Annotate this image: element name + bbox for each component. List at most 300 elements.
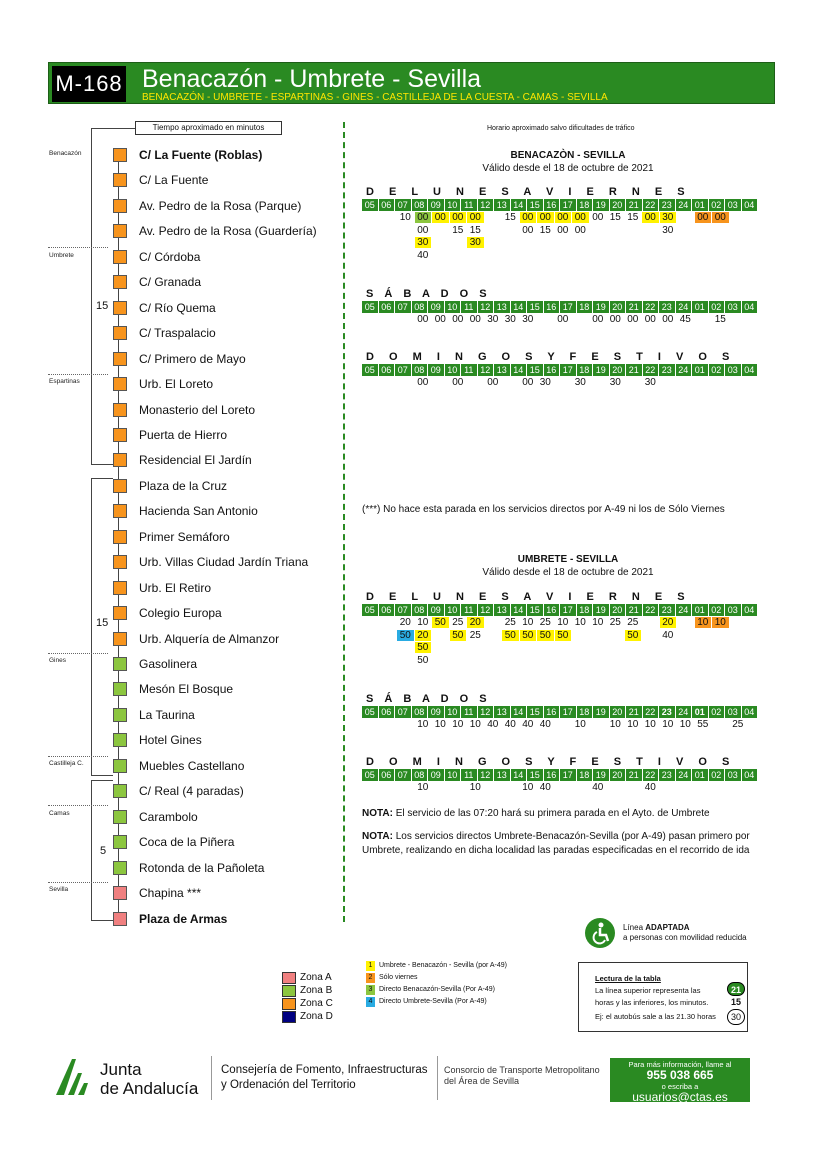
departure-minute: 10 (522, 617, 534, 628)
departure-minute: 30 (487, 314, 499, 325)
hour-cell: 14 (511, 364, 528, 376)
hour-cell: 18 (577, 301, 594, 313)
hour-cell: 06 (379, 706, 396, 718)
route-line (91, 478, 92, 775)
note-chapina: (***) No hace esta parada en los servicios directos por A-49 ni los de Sólo Viernes (362, 504, 725, 515)
hour-cell: 08 (412, 301, 429, 313)
stop-marker (113, 886, 127, 900)
departure-minute: 30 (644, 377, 656, 388)
days-label-saturday: S Á B A D O S (366, 288, 491, 300)
hour-cell: 01 (692, 706, 709, 718)
hour-cell: 04 (742, 769, 759, 781)
departure-minute: 20 (660, 617, 677, 628)
departure-minute: 10 (592, 617, 604, 628)
hour-cell: 09 (428, 604, 445, 616)
stop-marker (113, 733, 127, 747)
departure-minute: 10 (644, 719, 656, 730)
hour-cell: 12 (478, 301, 495, 313)
hour-cell: 16 (544, 364, 561, 376)
route-line (91, 780, 113, 781)
hour-cell: 06 (379, 769, 396, 781)
hour-cell: 14 (511, 706, 528, 718)
departure-minute: 00 (662, 314, 674, 325)
hour-cell: 03 (725, 199, 742, 211)
departure-minute: 25 (452, 617, 464, 628)
departure-minute: 00 (712, 212, 729, 223)
hour-cell: 16 (544, 199, 561, 211)
hour-cell: 14 (511, 769, 528, 781)
departure-minute: 30 (504, 314, 516, 325)
hour-cell: 06 (379, 364, 396, 376)
section-valid-umbrete: Válido desde el 18 de octubre de 2021 (482, 567, 654, 578)
departure-minute: 15 (452, 224, 464, 236)
hour-cell: 01 (692, 301, 709, 313)
tiempo-label: Tiempo aproximado en minutos (135, 121, 282, 135)
departure-minute: 10 (417, 617, 429, 628)
hour-cell: 24 (676, 604, 693, 616)
junta-text (100, 1060, 198, 1098)
consejeria-text (221, 1063, 427, 1093)
hour-cell: 10 (445, 604, 462, 616)
stop-marker (113, 479, 127, 493)
hour-cell: 24 (676, 301, 693, 313)
stop-name: Carambolo (139, 809, 198, 824)
departure-minute: 25 (539, 617, 551, 628)
departure-minute: 10 (434, 719, 446, 730)
departure-minute: 30 (609, 377, 621, 388)
hours-row (362, 364, 758, 376)
hour-cell: 07 (395, 604, 412, 616)
hour-cell: 01 (692, 199, 709, 211)
departure-minute: 40 (539, 782, 551, 793)
stop-name: Rotonda de la Pañoleta (139, 860, 265, 875)
hour-cell: 08 (412, 364, 429, 376)
hour-cell: 14 (511, 604, 528, 616)
stop-name: C/ La Fuente (Roblas) (139, 148, 263, 162)
stop-marker (113, 377, 127, 391)
zone-divider (48, 653, 108, 654)
departure-minute: 30 (522, 314, 534, 325)
column-separator (343, 122, 345, 922)
hour-cell: 02 (709, 364, 726, 376)
departure-minute: 20 (467, 617, 484, 628)
departure-minute: 10 (469, 719, 481, 730)
departure-minute: 10 (452, 719, 464, 730)
stop-marker (113, 530, 127, 544)
stop-marker (113, 708, 127, 722)
departure-minute: 10 (574, 617, 586, 628)
hour-cell: 11 (461, 769, 478, 781)
departure-minute: 10 (469, 782, 481, 793)
departure-minute: 00 (592, 212, 604, 223)
departure-minute: 00 (522, 377, 534, 388)
departure-minute: 10 (679, 719, 691, 730)
service-4-label: Directo Umbrete-Sevilla (Por A-49) (379, 998, 487, 1005)
hours-row (362, 604, 758, 616)
zone-divider (48, 247, 108, 248)
departure-minute: 00 (487, 377, 499, 388)
hour-cell: 12 (478, 364, 495, 376)
departure-minute: 25 (609, 617, 621, 628)
hour-cell: 24 (676, 364, 693, 376)
hour-cell: 20 (610, 301, 627, 313)
hour-cell: 21 (626, 604, 643, 616)
contact-phone[interactable]: 955 038 665 (646, 1068, 714, 1082)
zone-c-swatch (282, 998, 296, 1010)
stop-marker (113, 784, 127, 798)
departure-minute: 00 (557, 314, 569, 325)
departure-minute: 00 (417, 224, 429, 236)
zone-b-swatch (282, 985, 296, 997)
departure-minute: 25 (469, 629, 481, 641)
zone-d-label: Zona D (300, 1011, 333, 1022)
route-line (91, 128, 92, 464)
route-subtitle: BENACAZÓN - UMBRETE - ESPARTINAS - GINES - CASTILLEJA DE LA CUESTA - CAMAS - SEVILLA (142, 92, 608, 103)
stop-name: Coca de la Piñera (139, 835, 235, 850)
departure-minute: 00 (555, 212, 572, 223)
hour-cell: 04 (742, 706, 759, 718)
departure-minute: 00 (592, 314, 604, 325)
departure-minute: 40 (662, 629, 674, 641)
stop-marker (113, 173, 127, 187)
hour-cell: 15 (527, 199, 544, 211)
departure-minute: 15 (714, 314, 726, 325)
hour-cell: 09 (428, 301, 445, 313)
hour-cell: 12 (478, 199, 495, 211)
zone-label-sevilla: Sevilla (49, 886, 69, 893)
hour-cell: 05 (362, 301, 379, 313)
service-3-label: Directo Benacazón-Sevilla (Por A-49) (379, 986, 495, 993)
zone-d-swatch (282, 1011, 296, 1023)
departure-minute: 30 (660, 212, 677, 223)
hour-cell: 20 (610, 604, 627, 616)
footer-divider (437, 1056, 438, 1100)
departure-minute: 10 (662, 719, 674, 730)
departure-minute: 00 (644, 314, 656, 325)
departure-minute: 10 (417, 782, 429, 793)
hour-cell: 02 (709, 301, 726, 313)
departure-minute: 00 (467, 212, 484, 223)
stop-name: Hacienda San Antonio (139, 504, 258, 519)
hour-cell: 11 (461, 364, 478, 376)
departure-minute: 00 (574, 224, 586, 236)
contact-email[interactable]: usuarios@ctas.es (632, 1090, 728, 1104)
stop-name: Gasolinera (139, 657, 198, 671)
stop-marker (113, 504, 127, 518)
departure-minute: 10 (417, 719, 429, 730)
wheelchair-icon (585, 918, 615, 948)
hour-cell: 04 (742, 364, 759, 376)
hour-cell: 11 (461, 199, 478, 211)
zone-divider (48, 756, 108, 757)
departure-minute: 25 (504, 617, 516, 628)
departure-minute: 45 (679, 314, 691, 325)
zone-b-label: Zona B (300, 985, 333, 996)
departure-minute: 10 (522, 782, 534, 793)
hour-cell: 16 (544, 706, 561, 718)
route-line (91, 478, 113, 479)
stop-marker (113, 148, 127, 162)
departure-minute: 50 (415, 642, 432, 653)
hour-cell: 24 (676, 199, 693, 211)
hour-cell: 21 (626, 364, 643, 376)
hour-cell: 13 (494, 769, 511, 781)
route-line (91, 464, 113, 465)
route-line (91, 128, 135, 129)
departure-minute: 00 (557, 224, 569, 236)
hours-row (362, 769, 758, 781)
hour-cell: 08 (412, 604, 429, 616)
hour-cell: 11 (461, 706, 478, 718)
departure-minute: 25 (627, 617, 639, 628)
departure-minute: 00 (415, 212, 432, 223)
zone-label-camas: Camas (49, 810, 70, 817)
lectura-line1: La línea superior representa las (595, 986, 701, 995)
stop-name: C/ Traspalacio (139, 326, 216, 341)
contact-line1: Para más información, llame al (628, 1060, 732, 1069)
stop-marker (113, 759, 127, 773)
stop-marker (113, 275, 127, 289)
hour-cell: 10 (445, 706, 462, 718)
hour-cell: 01 (692, 769, 709, 781)
hour-cell: 01 (692, 364, 709, 376)
departure-minute: 30 (415, 237, 432, 248)
days-label-weekdays: D E L U N E S A V I E R N E S (366, 591, 689, 603)
stop-name: C/ Primero de Mayo (139, 351, 246, 366)
lectura-line3: Ej: el autobús sale a las 21.30 horas (595, 1012, 716, 1021)
stop-marker (113, 224, 127, 238)
departure-minute: 50 (555, 630, 572, 641)
stop-marker (113, 581, 127, 595)
hour-cell: 03 (725, 604, 742, 616)
zone-divider (48, 805, 108, 806)
hour-cell: 22 (643, 301, 660, 313)
hour-cell: 17 (560, 364, 577, 376)
departure-minute: 00 (572, 212, 589, 223)
section-title-umbrete: UMBRETE - SEVILLA (517, 554, 619, 565)
access-line1: Línea ADAPTADA (623, 923, 690, 932)
hour-cell: 23 (659, 769, 676, 781)
hour-cell: 18 (577, 706, 594, 718)
stop-marker (113, 861, 127, 875)
departure-minute: 00 (417, 377, 429, 388)
stop-name: Primer Semáforo (139, 529, 230, 544)
stop-marker (113, 912, 127, 926)
departure-minute: 10 (609, 719, 621, 730)
hour-cell: 23 (659, 301, 676, 313)
hour-cell: 15 (527, 706, 544, 718)
hour-cell: 03 (725, 706, 742, 718)
hour-cell: 17 (560, 706, 577, 718)
schedule-note: Horario aproximado salvo dificultades de tráfico (487, 125, 635, 132)
hour-cell: 19 (593, 364, 610, 376)
departure-minute: 40 (522, 719, 534, 730)
hour-cell: 21 (626, 199, 643, 211)
hour-cell: 22 (643, 199, 660, 211)
stop-marker (113, 657, 127, 671)
departure-minute: 25 (732, 719, 744, 730)
hour-cell: 02 (709, 706, 726, 718)
hour-cell: 18 (577, 604, 594, 616)
hour-cell: 10 (445, 199, 462, 211)
hour-cell: 05 (362, 199, 379, 211)
hour-cell: 24 (676, 769, 693, 781)
departure-minute: 50 (417, 654, 429, 666)
hour-cell: 05 (362, 364, 379, 376)
departure-minute: 50 (432, 617, 449, 628)
junta-logo-icon (52, 1055, 94, 1097)
departure-minute: 00 (452, 314, 464, 325)
hour-cell: 12 (478, 604, 495, 616)
stop-marker (113, 555, 127, 569)
hour-cell: 19 (593, 604, 610, 616)
hour-cell: 07 (395, 706, 412, 718)
junta-logo (52, 1055, 94, 1102)
stop-name: Residencial El Jardín (139, 453, 252, 468)
stop-marker (113, 301, 127, 315)
hour-cell: 06 (379, 199, 396, 211)
stop-marker (113, 632, 127, 646)
stop-name: Monasterio del Loreto (139, 402, 256, 417)
departure-minute: 10 (574, 719, 586, 730)
departure-minute: 40 (504, 719, 516, 730)
hour-cell: 21 (626, 301, 643, 313)
hour-cell: 19 (593, 199, 610, 211)
note-directos: NOTA: Los servicios directos Umbrete-Benacazón-Sevilla (por A-49) pasan primero por Umbrete, realizando en dicha localidad las paradas especificadas en el recorrido de ida (362, 831, 750, 856)
hour-cell: 15 (527, 364, 544, 376)
stop-name: Urb. El Retiro (139, 580, 212, 595)
stop-name: Colegio Europa (139, 606, 222, 621)
travel-minutes: 15 (96, 300, 109, 312)
hour-cell: 13 (494, 706, 511, 718)
hour-cell: 24 (676, 706, 693, 718)
departure-minute: 00 (642, 212, 659, 223)
hour-cell: 19 (593, 706, 610, 718)
stop-name: Puerta de Hierro (139, 427, 228, 442)
stop-name: Chapina *** (139, 886, 202, 901)
stop-name: C/ Córdoba (139, 249, 201, 264)
access-line2: a personas con movilidad reducida (623, 933, 747, 942)
departure-minute: 55 (697, 719, 709, 730)
hour-cell: 22 (643, 364, 660, 376)
hour-cell: 19 (593, 301, 610, 313)
hour-cell: 17 (560, 301, 577, 313)
stop-name: Urb. El Loreto (139, 377, 214, 392)
stop-name: Av. Pedro de la Rosa (Parque) (139, 198, 302, 213)
hour-cell: 08 (412, 706, 429, 718)
section-title-benacazon: BENACAZÒN - SEVILLA (510, 150, 626, 161)
stop-name: Av. Pedro de la Rosa (Guardería) (139, 224, 317, 239)
departure-minute: 50 (625, 630, 642, 641)
hour-cell: 05 (362, 769, 379, 781)
stop-marker (113, 682, 127, 696)
hour-cell: 06 (379, 604, 396, 616)
stop-name: C/ Real (4 paradas) (139, 784, 244, 799)
hour-cell: 23 (659, 604, 676, 616)
departure-minute: 40 (644, 782, 656, 793)
lectura-box (578, 962, 748, 1032)
hour-cell: 17 (560, 769, 577, 781)
hour-cell: 20 (610, 364, 627, 376)
hour-cell: 12 (478, 769, 495, 781)
hour-cell: 16 (544, 301, 561, 313)
departure-minute: 15 (539, 224, 551, 236)
departure-minute: 15 (627, 212, 639, 223)
hour-cell: 21 (626, 706, 643, 718)
departure-minute: 50 (502, 630, 519, 641)
route-line (91, 780, 92, 920)
consorcio-text (444, 1065, 600, 1087)
stop-marker (113, 403, 127, 417)
consejeria-line1: Consejería de Fomento, Infraestructuras (221, 1064, 428, 1076)
hour-cell: 22 (643, 706, 660, 718)
hour-cell: 15 (527, 301, 544, 313)
hour-cell: 07 (395, 301, 412, 313)
hour-cell: 18 (577, 199, 594, 211)
hour-cell: 08 (412, 769, 429, 781)
consejeria-line2: y Ordenación del Territorio (221, 1079, 356, 1091)
departure-minute: 10 (712, 617, 729, 628)
service-2-swatch: 2 (366, 973, 375, 983)
hour-cell: 15 (527, 769, 544, 781)
hour-cell: 20 (610, 706, 627, 718)
hour-cell: 09 (428, 364, 445, 376)
hour-cell: 04 (742, 604, 759, 616)
hour-cell: 23 (659, 364, 676, 376)
hour-cell: 09 (428, 706, 445, 718)
hour-cell: 13 (494, 604, 511, 616)
departure-minute: 00 (609, 314, 621, 325)
zone-label-castilleja: Castilleja C. (49, 760, 84, 767)
service-1-swatch: 1 (366, 961, 375, 971)
departure-minute: 00 (432, 212, 449, 223)
stop-marker (113, 810, 127, 824)
departure-minute: 30 (467, 237, 484, 248)
departure-minute: 00 (450, 212, 467, 223)
stop-name: C/ La Fuente (139, 173, 209, 188)
stop-name: C/ Granada (139, 275, 202, 290)
days-label-saturday: S Á B A D O S (366, 693, 491, 705)
hour-cell: 04 (742, 301, 759, 313)
contact-line2: o escriba a (661, 1082, 699, 1091)
route-title: Benacazón - Umbrete - Sevilla (142, 65, 482, 93)
departure-minute: 50 (537, 630, 554, 641)
stop-marker (113, 453, 127, 467)
departure-minute: 00 (434, 314, 446, 325)
hour-cell: 11 (461, 301, 478, 313)
footer-divider (211, 1056, 212, 1100)
zone-label-gines: Gines (49, 657, 66, 664)
hour-cell: 23 (659, 706, 676, 718)
hour-cell: 20 (610, 199, 627, 211)
departure-minute: 10 (399, 212, 411, 223)
consorcio-line1: Consorcio de Transporte Metropolitano (444, 1065, 600, 1075)
departure-minute: 15 (504, 212, 516, 223)
junta-line1: Junta (100, 1060, 142, 1079)
departure-minute: 10 (627, 719, 639, 730)
hour-cell: 10 (445, 769, 462, 781)
hour-cell: 16 (544, 769, 561, 781)
travel-minutes: 15 (96, 617, 109, 629)
note-0720: NOTA: El servicio de las 07:20 hará su primera parada en el Ayto. de Umbrete (362, 808, 710, 819)
stop-name: La Taurina (139, 707, 195, 722)
junta-line2: de Andalucía (100, 1079, 199, 1098)
departure-minute: 40 (592, 782, 604, 793)
hour-cell: 14 (511, 199, 528, 211)
hours-row (362, 199, 758, 211)
hour-cell: 10 (445, 301, 462, 313)
route-line (91, 775, 113, 776)
